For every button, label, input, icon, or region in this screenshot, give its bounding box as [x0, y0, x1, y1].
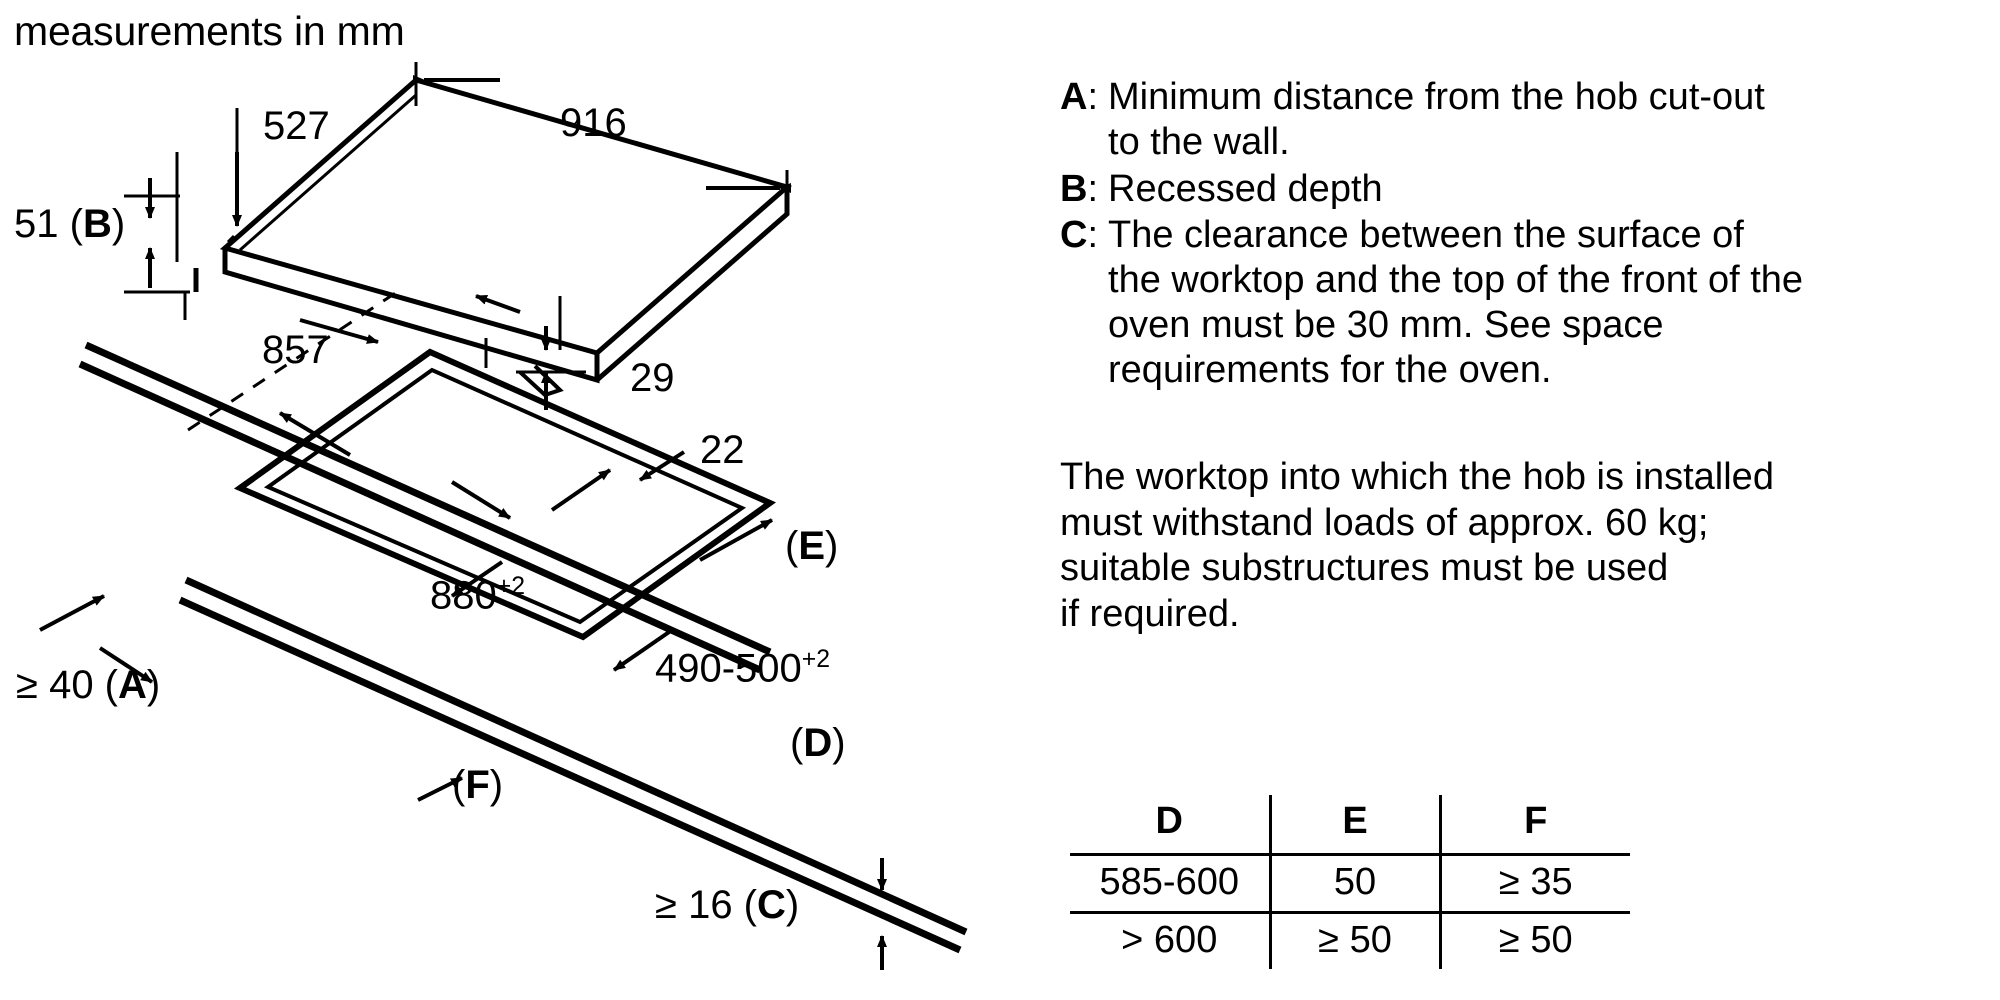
legend-item-c	[1060, 213, 2000, 392]
table-cell-f-1: ≥ 35	[1440, 855, 1630, 913]
legend-text-a-line-1: Minimum distance from the hob cut-out	[1108, 76, 1765, 118]
worktop-load-note-line-1: The worktop into which the hob is installed	[1060, 456, 1774, 498]
legend-key-c: C	[1060, 214, 1088, 257]
legend-text-b-line-1: Recessed depth	[1108, 167, 1383, 210]
table-row	[1070, 855, 1630, 913]
cutout-depth-value: 490-500	[655, 646, 802, 691]
worktop-load-note	[1060, 455, 2000, 637]
table-cell-e-2: ≥ 50	[1270, 913, 1440, 970]
worktop-load-note-line-2: must withstand loads of approx. 60 kg;	[1060, 501, 1709, 544]
dim-label-wall-distance: ≥ 40 (A)	[16, 663, 161, 707]
dim-label-cutout-depth	[655, 646, 831, 691]
legend-colon-a: :	[1087, 76, 1099, 118]
callout-label-D: (D)	[790, 721, 846, 765]
legend-text-c-line-4: requirements for the oven.	[1108, 348, 1552, 391]
legend-text-c-line-3: oven must be 30 mm. See space	[1108, 304, 1664, 347]
table-cell-f-2: ≥ 50	[1440, 913, 1630, 970]
legend-key-b: B	[1060, 167, 1088, 210]
legend-text-a	[1108, 75, 2000, 165]
dim-label-clearance-C: ≥ 16 (C)	[655, 883, 800, 927]
dim-label-916: 916	[560, 101, 627, 145]
legend-text-c-line-2: the worktop and the top of the front of the	[1108, 259, 1804, 302]
cutout-depth-tolerance: +2	[801, 646, 831, 673]
table-cell-e-1: 50	[1270, 855, 1440, 913]
dim-label-29: 29	[630, 356, 675, 400]
unit-note: measurements in mm	[14, 8, 405, 54]
table-cell-d-2: > 600	[1121, 919, 1218, 961]
worktop-load-note-line-3: suitable substructures must be used	[1060, 547, 1669, 590]
worktop-load-note-line-4: if required.	[1060, 592, 1240, 635]
legend-text-a-line-2: to the wall.	[1108, 120, 1290, 163]
dim-label-527: 527	[263, 104, 330, 148]
legend-list	[1060, 75, 2000, 395]
dimension-table	[1070, 795, 1630, 969]
cutout-width-value: 880	[430, 573, 497, 618]
dim-label-857: 857	[262, 328, 329, 372]
dimension-table-wrapper	[1070, 795, 1630, 969]
table-header-d: D	[1070, 795, 1270, 855]
dim-label-cutout-width	[430, 573, 526, 618]
legend-text-c-line-1: The clearance between the surface of	[1108, 214, 1744, 257]
cutout-width-tolerance: +2	[496, 573, 526, 600]
table-header-row	[1070, 795, 1630, 855]
legend-text-c	[1108, 213, 2000, 392]
legend-text-b	[1108, 167, 2000, 212]
legend-key-a: A	[1060, 76, 1088, 118]
table-row	[1070, 913, 1630, 970]
table-cell-d-1: 585-600	[1070, 855, 1270, 913]
table-header-e: E	[1270, 795, 1440, 855]
legend-colon-b: :	[1087, 167, 1099, 210]
legend-item-a	[1060, 75, 2000, 165]
legend-colon-c: :	[1087, 214, 1099, 257]
dim-label-51-B: 51 (B)	[14, 202, 126, 246]
dim-label-22: 22	[700, 428, 745, 472]
callout-label-F: (F)	[452, 763, 504, 807]
callout-label-E: (E)	[785, 524, 839, 568]
legend-item-b	[1060, 167, 2000, 212]
table-header-f: F	[1440, 795, 1630, 855]
